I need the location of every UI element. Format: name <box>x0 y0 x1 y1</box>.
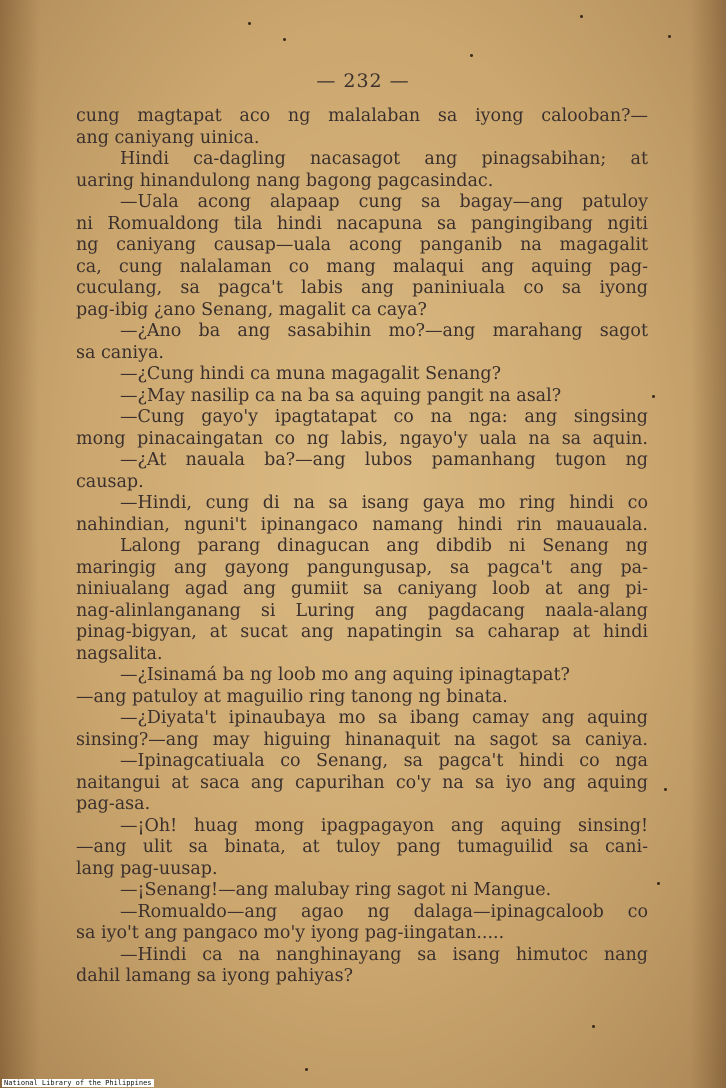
text-line: sa iyo't ang pangaco mo'y iyong pag-iingatan..... <box>76 923 505 943</box>
text-line: niniualang agad ang gumiit sa caniyang loob at ang pi- <box>76 579 648 599</box>
text-line: —Hindi ca na nanghinayang sa isang himutoc nang <box>120 944 648 965</box>
text-line: ang caniyang uinica. <box>76 127 260 148</box>
paper-speck <box>652 395 655 398</box>
text-line: —Hindi, cung di na sa isang gaya mo ring hindi co <box>120 493 648 513</box>
text-line: causap. <box>76 471 144 492</box>
text-line: Hindi ca-dagling nacasagot ang pinagsabihan; at <box>120 149 648 169</box>
text-line: —ang patuloy at maguilio ring tanong ng binata. <box>76 686 508 707</box>
text-line: pinag-bigyan, at sucat ang napatingin sa caharap at hindi <box>76 622 648 642</box>
text-line: —¡Oh! huag mong ipagpagayon ang aquing sinsing! <box>120 815 648 836</box>
paper-speck <box>592 1025 595 1028</box>
text-line: nagsalita. <box>76 643 163 664</box>
paper-speck <box>305 1068 308 1071</box>
body-text <box>76 106 648 988</box>
text-line: —¿May nasilip ca na ba sa aquing pangit na asal? <box>120 385 562 406</box>
paper-speck <box>283 38 286 41</box>
paper-speck <box>668 35 671 38</box>
text-line: mong pinacaingatan co ng labis, ngayo'y uala na sa aquin. <box>76 428 648 449</box>
text-line: ni Romualdong tila hindi nacapuna sa pangingibang ngiti <box>76 213 648 234</box>
text-line: —¿Cung hindi ca muna magagalit Senang? <box>120 364 502 384</box>
text-line: ca, cung nalalaman co mang malaqui ang aquing pag- <box>76 256 648 277</box>
paper-speck <box>248 22 251 25</box>
library-credit: National Library of the Philippines <box>4 1079 152 1087</box>
text-line: —Romualdo—ang agao ng dalaga—ipinagcaloob co <box>120 901 648 922</box>
text-line: sinsing?—ang may higuing hinanaquit na sagot sa caniya. <box>76 729 648 750</box>
text-line: —¿Ano ba ang sasabihin mo?—ang marahang sagot <box>120 321 648 341</box>
text-line: maringig ang gayong pangungusap, sa pagca't ang pa- <box>76 557 648 578</box>
text-line: ng caniyang causap—uala acong panganib na magagalit <box>76 235 648 255</box>
text-line: naitangui at saca ang capurihan co'y na sa iyo ang aquing <box>76 772 648 793</box>
text-line: lang pag-uusap. <box>76 858 218 879</box>
text-line: pag-ibig ¿ano Senang, magalit ca caya? <box>76 299 427 320</box>
text-line: uaring hinandulong nang bagong pagcasindac. <box>76 170 494 191</box>
paper-speck <box>470 54 473 57</box>
text-line: —¿Isinamá ba ng loob mo ang aquing ipinagtapat? <box>120 665 570 685</box>
text-line: —Ipinagcatiuala co Senang, sa pagca't hindi co nga <box>120 751 648 771</box>
text-line: —¿Diyata't ipinaubaya mo sa ibang camay ang aquing <box>120 708 648 728</box>
text-line: —¿At nauala ba?—ang lubos pamanhang tugon ng <box>120 450 648 470</box>
text-line: pag-asa. <box>76 794 151 814</box>
text-line: dahil lamang sa iyong pahiyas? <box>76 966 353 986</box>
text-line: —ang ulit sa binata, at tuloy pang tumaguilid sa cani- <box>76 837 648 857</box>
text-line: —Uala acong alapaap cung sa bagay—ang patuloy <box>120 192 648 212</box>
paper-speck <box>657 882 660 885</box>
paper-speck <box>580 15 583 18</box>
text-line: cuculang, sa pagca't labis ang paniniuala co sa iyong <box>76 278 648 298</box>
text-line: —¡Senang!—ang malubay ring sagot ni Mangue. <box>120 880 552 900</box>
text-line: nag-alinlanganang si Luring ang pagdacang naala-alang <box>76 600 648 621</box>
text-line: sa caniya. <box>76 342 164 363</box>
paper-speck <box>664 788 667 791</box>
text-line: cung magtapat aco ng malalaban sa iyong calooban?— <box>76 106 648 126</box>
page-number: — 232 — <box>316 70 410 92</box>
text-line: nahindian, nguni't ipinangaco namang hindi rin mauauala. <box>76 514 648 535</box>
text-line: —Cung gayo'y ipagtatapat co na nga: ang singsing <box>120 407 648 427</box>
text-line: Lalong parang dinagucan ang dibdib ni Senang ng <box>120 536 648 556</box>
